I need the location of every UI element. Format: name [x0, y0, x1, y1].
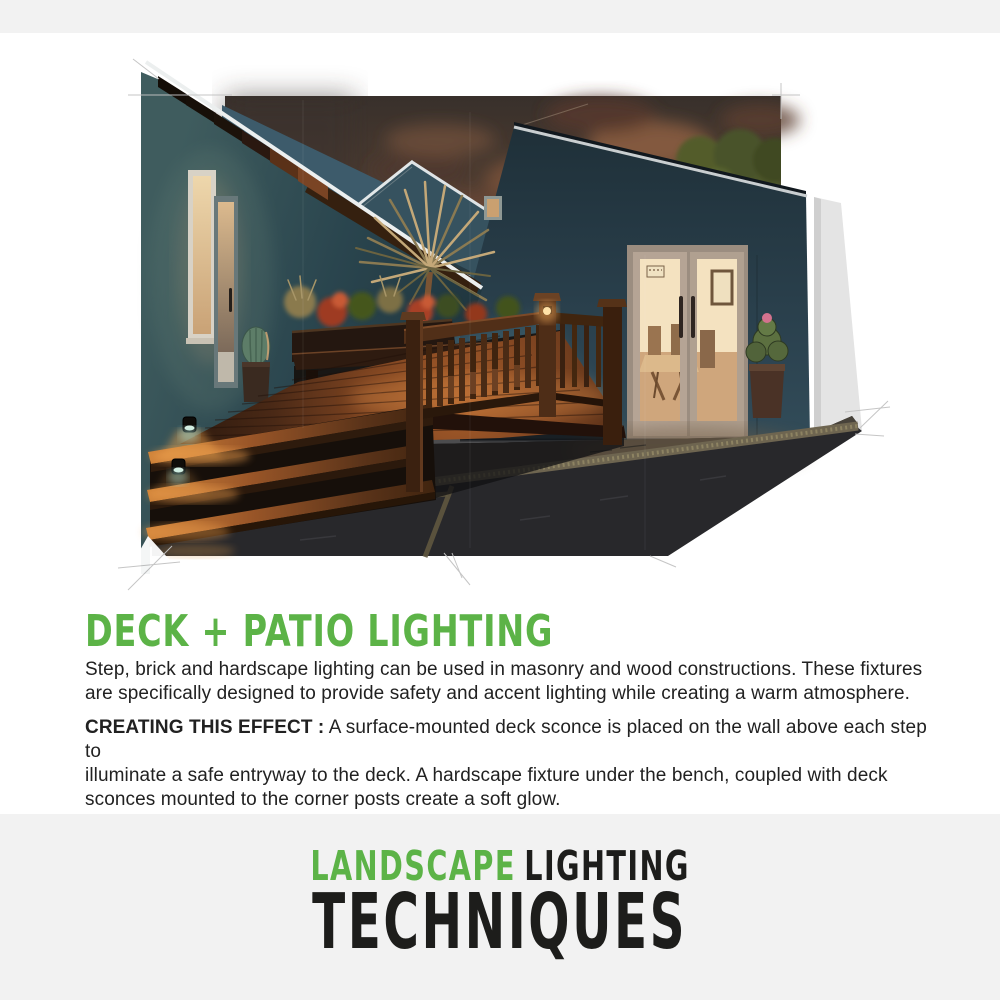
french-doors — [616, 245, 758, 452]
effect-line-3: sconces mounted to the corner posts create a soft glow. — [85, 789, 561, 810]
effect-label: CREATING THIS EFFECT : — [85, 717, 325, 738]
effect-line-2: illuminate a safe entryway to the deck. A hardscape fixture under the bench, coupled with deck — [85, 765, 888, 786]
potted-cactus-left — [242, 327, 270, 402]
small-lit-window — [484, 196, 502, 220]
section-heading-text: DECK + PATIO LIGHTING — [85, 606, 554, 657]
side-panel — [814, 197, 862, 438]
footer-title-landscape: LANDSCAPE — [310, 842, 516, 890]
intro-line-2: are specifically designed to provide safety and accent lighting while creating a warm atmosphere. — [85, 683, 911, 704]
intro-line-1: Step, brick and hardscape lighting can be used in masonry and wood constructions. These fixtures — [85, 659, 923, 680]
footer-title-line2 — [0, 878, 1000, 967]
footer-title-lighting: LIGHTING — [524, 842, 690, 890]
footer-title-techniques: TECHNIQUES — [312, 878, 688, 967]
section-heading — [85, 606, 701, 657]
paragraph-intro — [85, 658, 945, 706]
glass-door-left — [214, 196, 238, 388]
paragraph-effect — [85, 716, 945, 812]
effect-line-1: A surface-mounted deck sconce is placed on the wall above each step to — [85, 717, 927, 762]
